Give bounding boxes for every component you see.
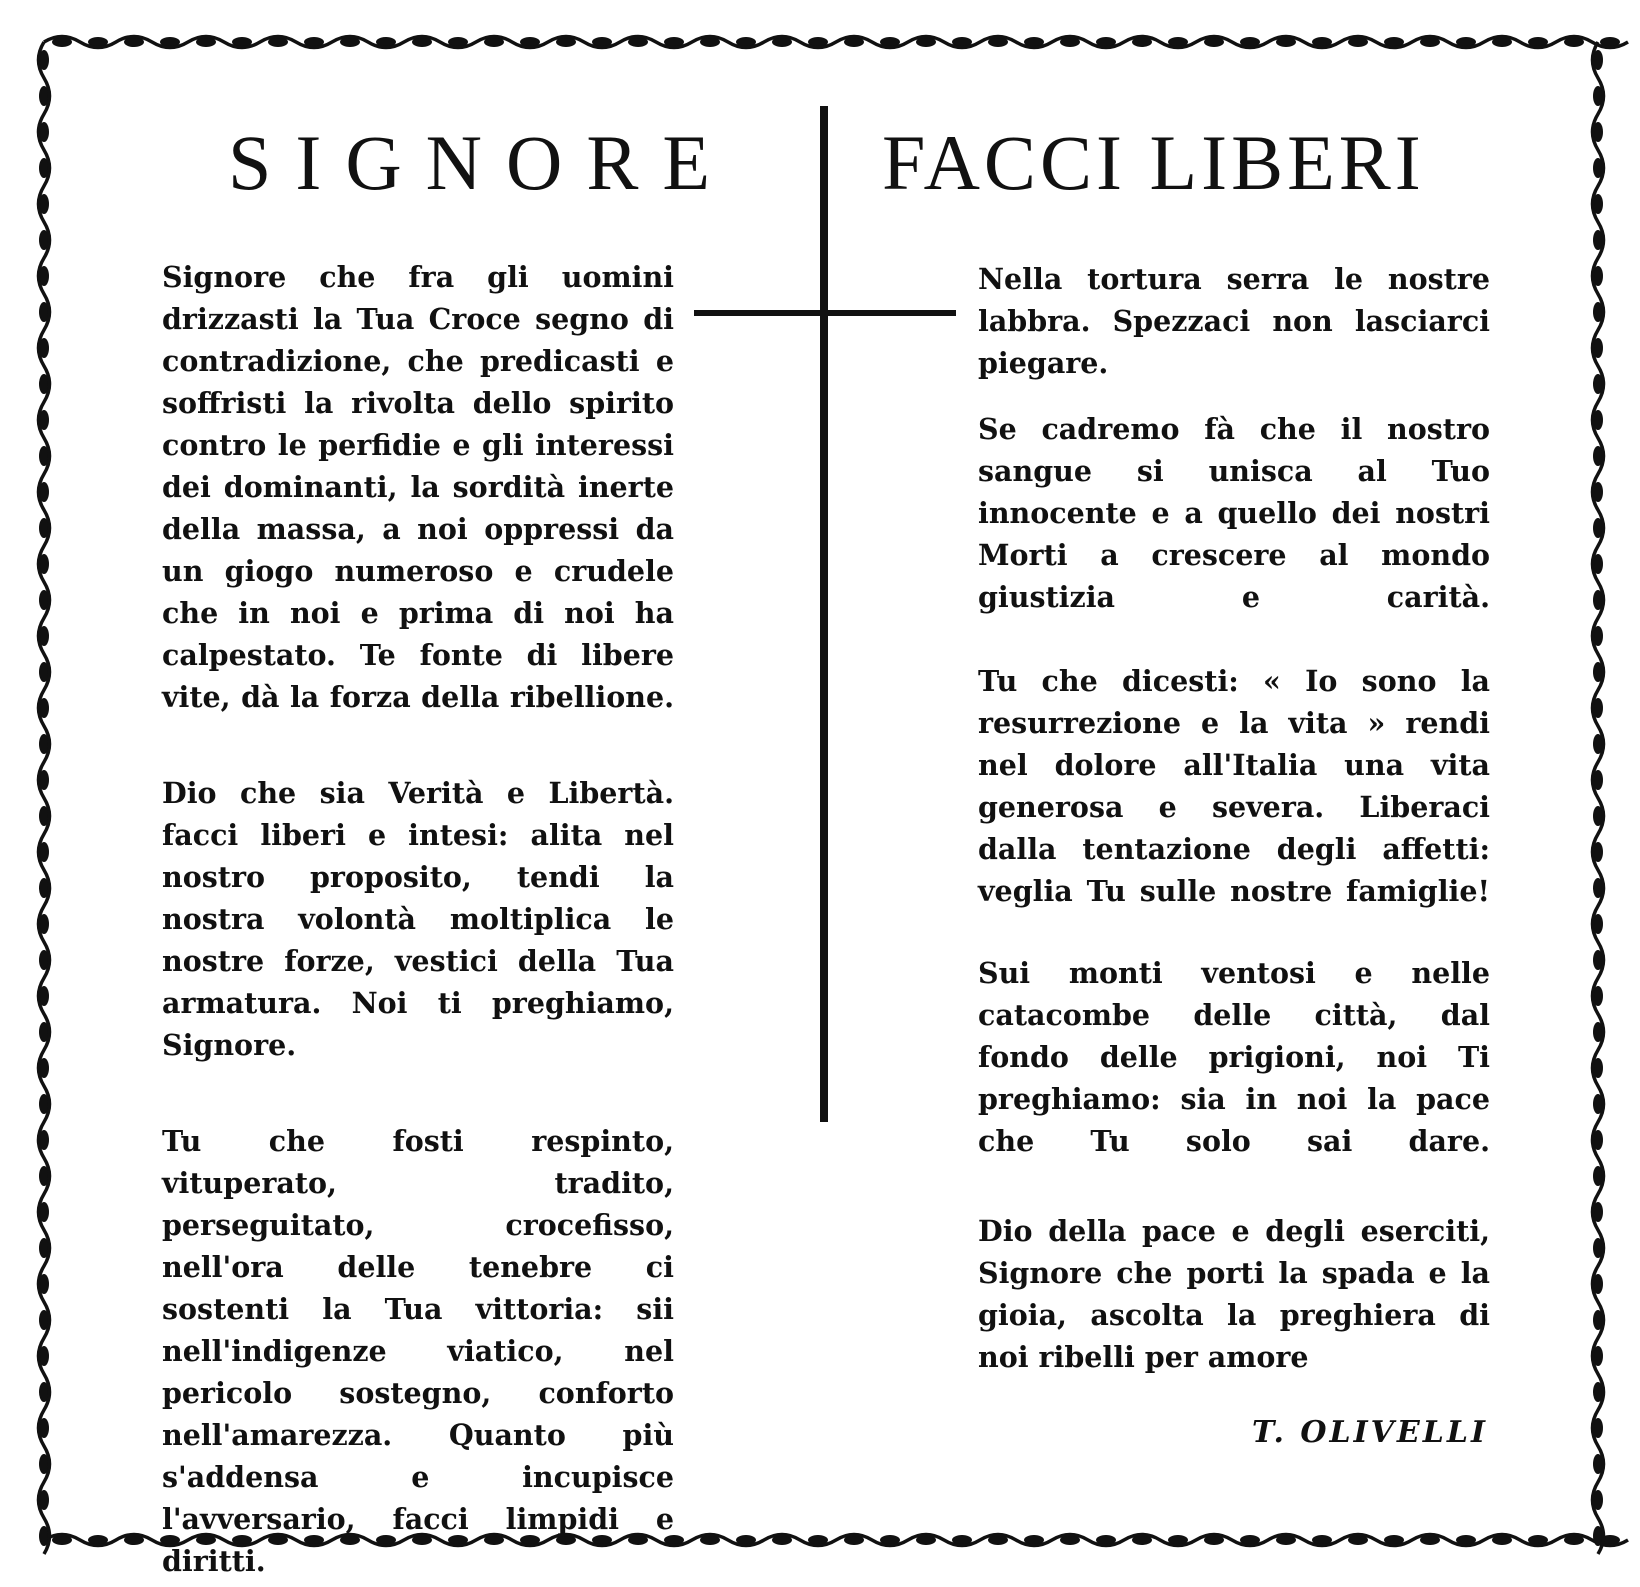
title-signore: SIGNORE	[228, 119, 735, 206]
left-column	[162, 256, 674, 1582]
left-paragraph-1: Signore che fra gli uomini drizzasti la Tua Croce segno di contradizione, che predicasti e soffristi la rivolta dello spirito contro le perfidie e gli interessi dei dominanti, la sordità inerte della massa, a noi oppressi da un giogo numeroso e crudele che in noi e prima di noi ha calpestato. Te fonte di libere vite, dà la forza della ribellione.	[162, 260, 674, 714]
right-paragraph-3: Tu che dicesti: « Io sono la resurrezione e la vita » rendi nel dolore all'Italia una vita generosa e severa. Liberaci dalla tentazione degli affetti: veglia Tu sulle nostre famiglie!	[978, 664, 1490, 908]
left-paragraph-2: Dio che sia Verità e Libertà. facci liberi e intesi: alita nel nostro proposito, tendi la nostra volontà moltiplica le nostre forze, vestici della Tua armatura. Noi ti preghiamo, Signore.	[162, 776, 674, 1062]
right-paragraph-1: Nella tortura serra le nostre labbra. Spezzaci non lasciarci piegare.	[978, 262, 1490, 380]
cross-arm-left	[694, 310, 820, 316]
right-paragraph-4: Sui monti ventosi e nelle catacombe delle città, dal fondo delle prigioni, noi Ti preghiamo: sia in noi la pace che Tu solo sai dare.	[978, 956, 1490, 1158]
right-paragraph-2: Se cadremo fà che il nostro sangue si unisca al Tuo innocente e a quello dei nostri Morti a crescere al mondo giustizia e carità.	[978, 412, 1490, 614]
signature-author: T. OLIVELLI	[1252, 1415, 1488, 1450]
left-paragraph-3: Tu che fosti respinto, vituperato, tradito, perseguitato, crocefisso, nell'ora delle tenebre ci sostenti la Tua vittoria: sii nell'indigenze viatico, nel pericolo sostegno, conforto nell'amarezza. Quanto più s'addensa e incupisce l'avversario, facci limpidi e diritti.	[162, 1124, 674, 1578]
title-facci-liberi: FACCI LIBERI	[882, 119, 1425, 206]
right-paragraph-5: Dio della pace e degli eserciti, Signore che porti la spada e la gioia, ascolta la preghiera di noi ribelli per amore	[978, 1214, 1490, 1374]
cross-vertical-bar	[820, 106, 828, 1122]
right-column	[978, 258, 1490, 1378]
cross-arm-right	[828, 310, 956, 316]
